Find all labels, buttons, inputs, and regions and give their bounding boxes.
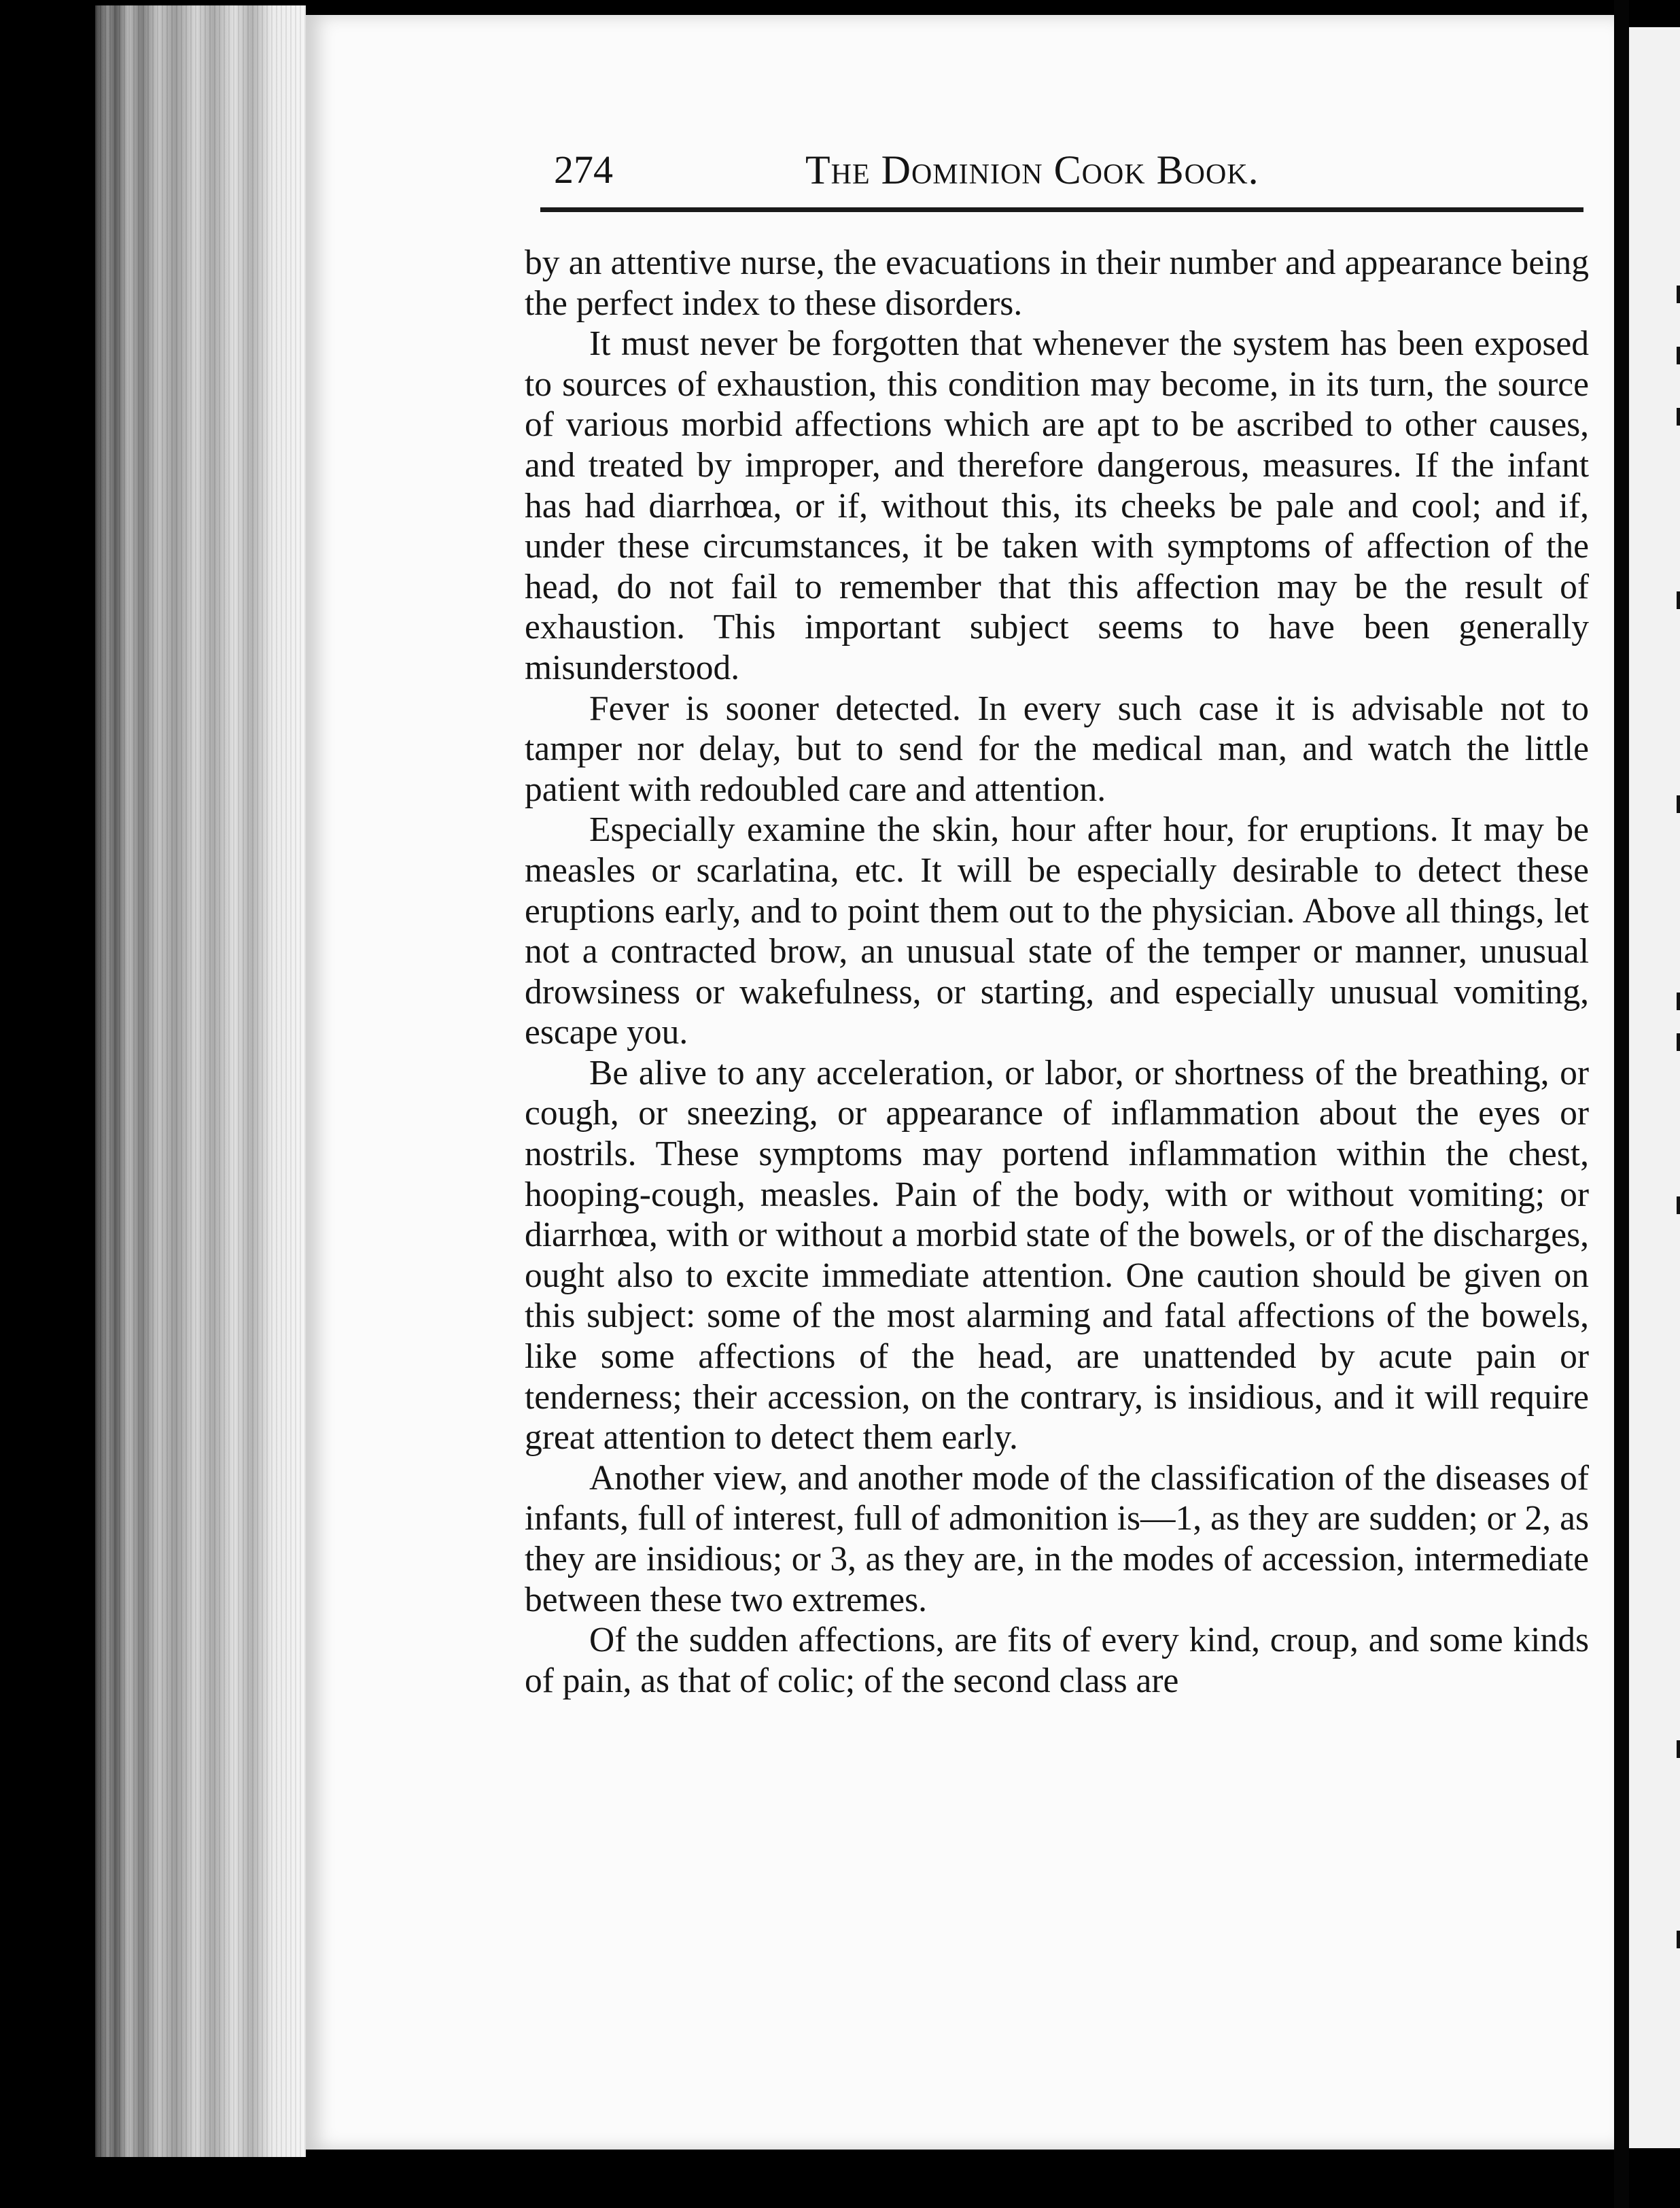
text-fragment <box>1677 795 1680 813</box>
text-fragment <box>1677 1740 1680 1758</box>
text-fragment <box>1677 408 1680 426</box>
paragraph: Of the sudden affections, are fits of every kind, croup, and some kinds of pain, as that of colic; of the second class are <box>525 1621 1589 1700</box>
paragraph: Especially examine the skin, hour after hour, for eruptions. It may be measles or scarlatina, etc. It will be especially desirable to detect these eruptions early, and to point them out to the physician. Above all things, let not a contracted brow, an unusual state of the temper or manner, unusual drowsiness or wakefulness, or starting, and especially unusual vomiting, escape you. <box>525 810 1589 1052</box>
paragraph: Another view, and another mode of the classification of the diseases of infants, full of interest, full of admonition is—1, as they are sudden; or 2, as they are insidious; or 3, as they are, in the modes of accession, intermediate between these two extremes. <box>525 1458 1589 1619</box>
text-fragment <box>1677 1033 1680 1051</box>
text-fragment <box>1677 286 1680 303</box>
paragraph: by an attentive nurse, the evacuations in their number and appearance being the perfect index to these disorders. <box>525 243 1589 323</box>
page-gutter <box>1614 0 1629 2208</box>
paragraph: Be alive to any acceleration, or labor, or shortness of the breathing, or cough, or sneezing, or appearance of inflammation about the eyes or nostrils. These symptoms may portend inflammation within the chest, hooping-cough, measles. Pain of the body, with or without vomiting; or diarrhœa, with or without a morbid state of the bowels, or of the discharges, ought also to excite immediate attention. One caution should be given on this subject: some of the most alarming and fatal affections of the bowels, like some affections of the head, are unattended by acute pain or tenderness; their accession, on the contrary, is insidious, and it will require great attention to detect them early. <box>525 1053 1589 1457</box>
running-title: The Dominion Cook Book. <box>805 148 1259 192</box>
page-header <box>554 146 1587 194</box>
paragraph: Fever is sooner detected. In every such case it is advisable not to tamper nor delay, but to send for the medical man, and watch the little patient with redoubled care and attention. <box>525 689 1589 809</box>
page-number: 274 <box>554 148 613 192</box>
paragraph: It must never be forgotten that whenever the system has been exposed to sources of exhaustion, this condition may become, in its turn, the source of various morbid affections which are apt to be ascribed to other causes, and treated by improper, and therefore dangerous, measures. If the infant has had diarrhœa, or if, without this, its cheeks be pale and cool; and if, under these circumstances, it be taken with symptoms of affection of the head, do not fail to remember that this affection may be the result of exhaustion. This important subject seems to have been generally misunderstood. <box>525 324 1589 687</box>
book-edge <box>95 5 306 2157</box>
text-fragment <box>1677 1931 1680 1948</box>
facing-page-edge <box>1629 27 1680 2148</box>
text-fragment <box>1677 1196 1680 1214</box>
body-text <box>525 243 1589 1701</box>
text-fragment <box>1677 993 1680 1010</box>
header-rule <box>540 207 1583 212</box>
text-fragment <box>1677 347 1680 364</box>
text-fragment <box>1677 591 1680 609</box>
